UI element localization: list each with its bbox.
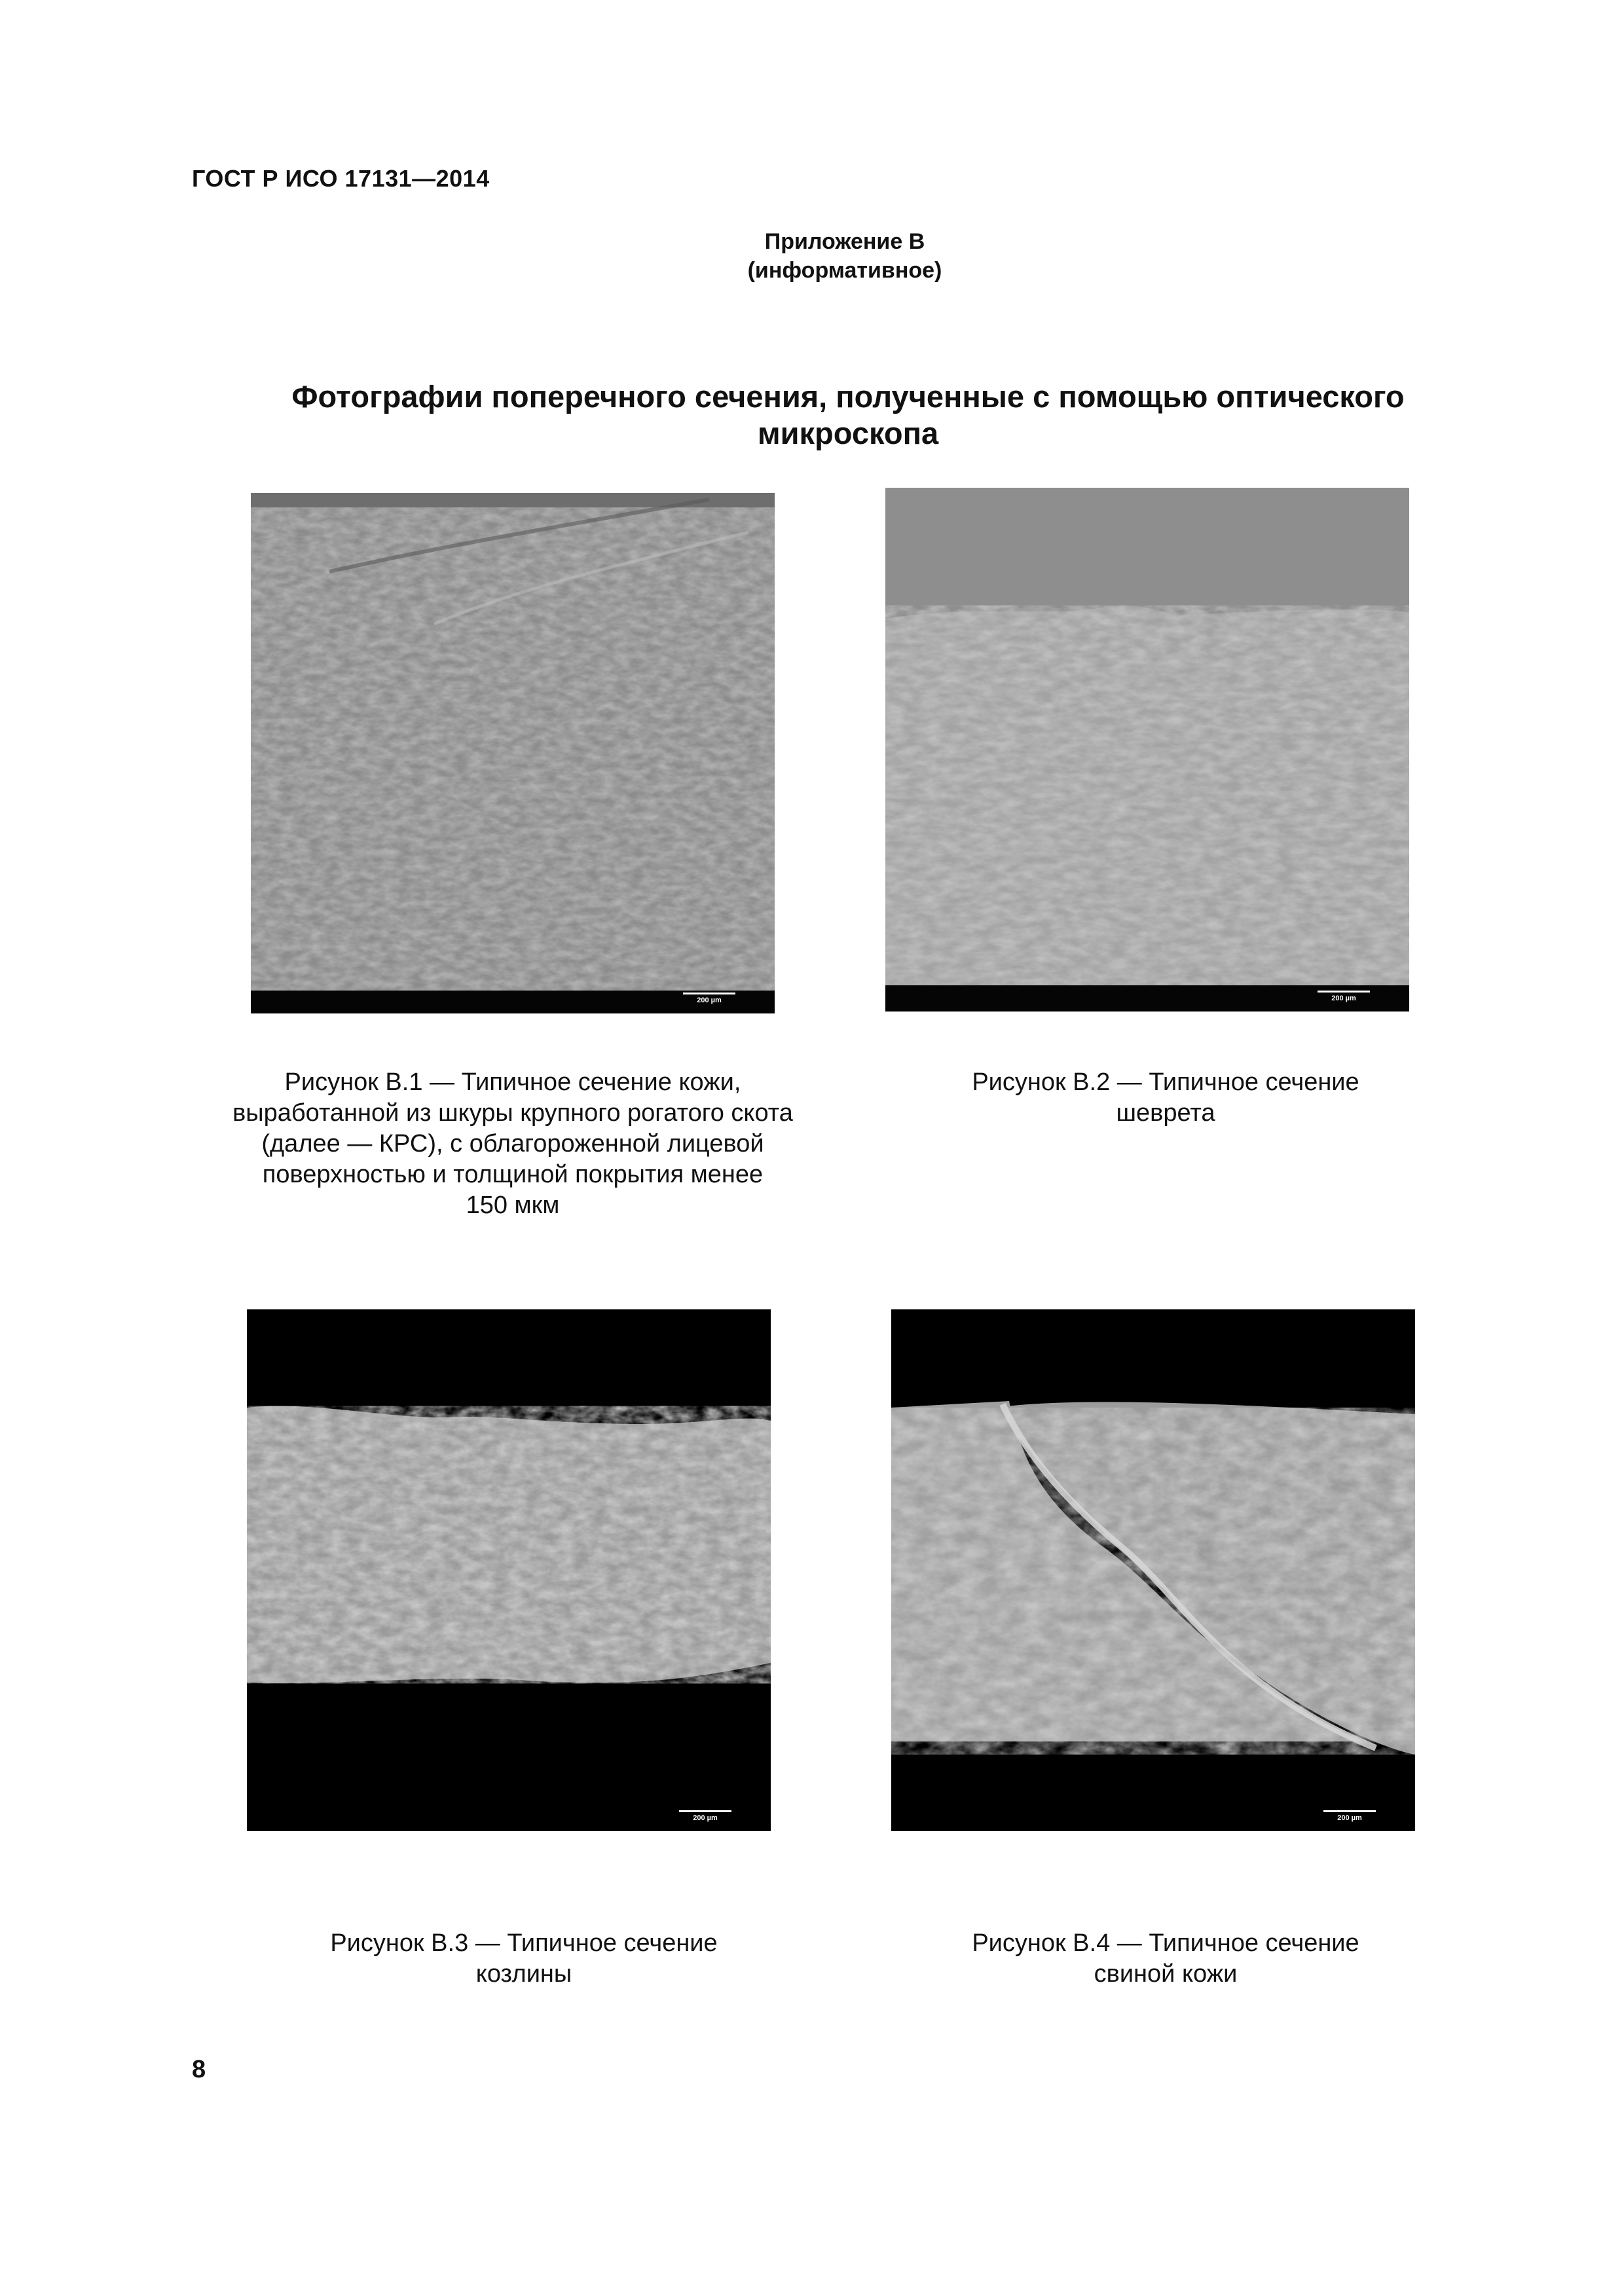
- figure-b1-caption-line-4: поверхностью и толщиной покрытия менее: [262, 1161, 764, 1188]
- figure-b3-micrograph: [247, 1309, 771, 1831]
- figure-b3-caption-line-2: козлины: [475, 1960, 572, 1988]
- figure-b4-caption-line-1: Рисунок В.4 — Типичное сечение: [972, 1929, 1359, 1957]
- figure-b2-scalebar: 200 µm: [1318, 991, 1370, 1002]
- figure-b1-caption-line-3: (далее — КРС), с облагороженной лицевой: [261, 1130, 764, 1157]
- figure-b2-micrograph: [885, 488, 1409, 1011]
- section-heading: [236, 378, 1460, 452]
- page-number: 8: [192, 2056, 206, 2083]
- figure-b1-caption: [185, 1067, 840, 1221]
- figure-b1-scalebar: 200 µm: [683, 993, 735, 1004]
- figure-b1-caption-line-1: Рисунок В.1 — Типичное сечение кожи,: [284, 1068, 741, 1096]
- figure-b2-caption-line-2: шеврета: [1116, 1099, 1215, 1127]
- section-heading-line-2: микроскопа: [757, 416, 939, 450]
- figure-b4-micrograph: [891, 1309, 1415, 1831]
- document-header: ГОСТ Р ИСО 17131—2014: [192, 165, 490, 192]
- figure-b1-micrograph: [251, 493, 775, 1013]
- figure-b2-caption-line-1: Рисунок В.2 — Типичное сечение: [972, 1068, 1359, 1096]
- appendix-title: Приложение В: [764, 229, 925, 254]
- figure-b3-scalebar: 200 µm: [679, 1810, 731, 1822]
- figure-b2-caption: [851, 1067, 1480, 1129]
- figure-b1-caption-line-5: 150 мкм: [466, 1192, 560, 1219]
- figure-b4-scalebar: 200 µm: [1323, 1810, 1376, 1822]
- appendix-kind: (информативное): [747, 258, 942, 283]
- figure-b4-caption-line-2: свиной кожи: [1094, 1960, 1238, 1988]
- figure-b4-caption: [851, 1928, 1480, 1990]
- figure-b3-caption: [210, 1928, 838, 1990]
- figure-b1-caption-line-2: выработанной из шкуры крупного рогатого скота: [232, 1099, 793, 1127]
- figure-b3-caption-line-1: Рисунок В.3 — Типичное сечение: [330, 1929, 718, 1957]
- section-heading-line-1: Фотографии поперечного сечения, полученные с помощью оптического: [291, 379, 1405, 414]
